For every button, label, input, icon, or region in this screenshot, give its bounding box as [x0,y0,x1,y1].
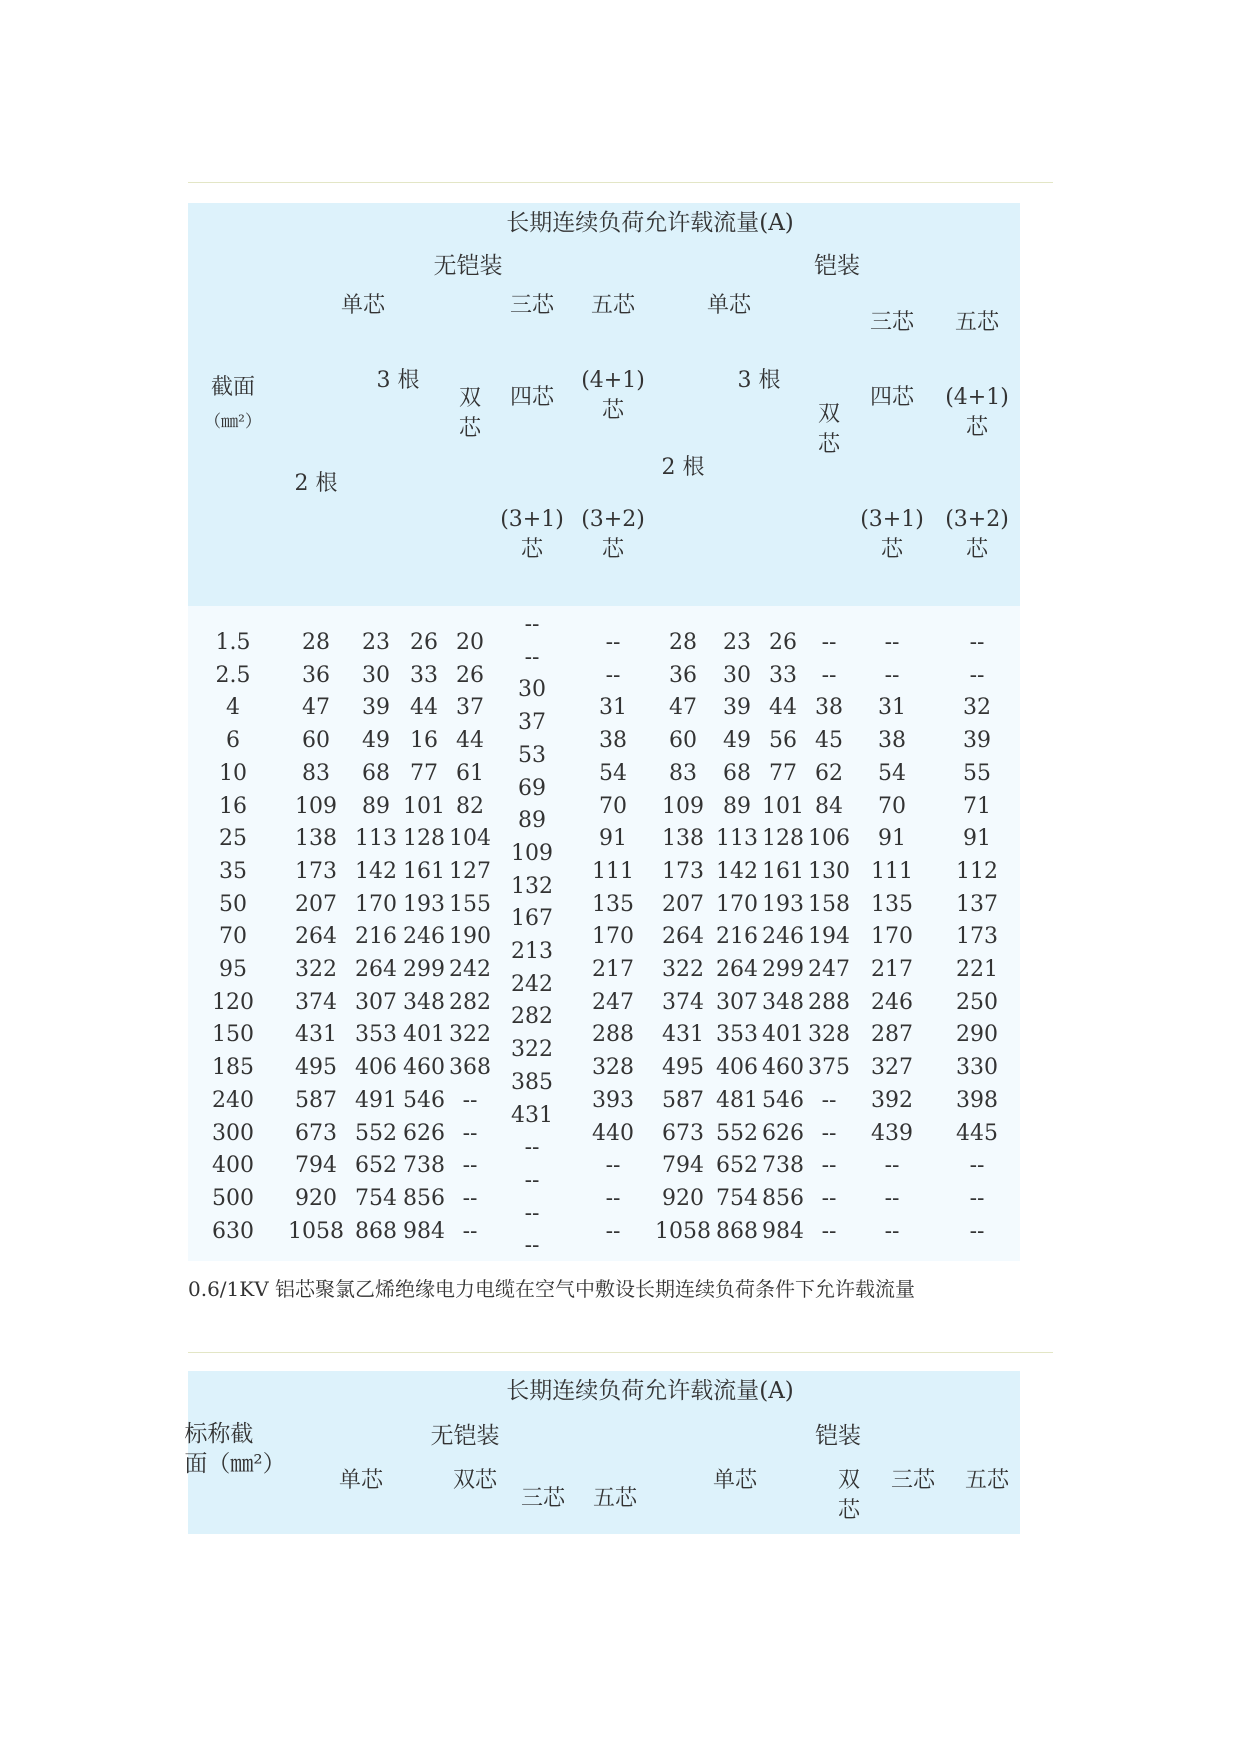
unarmored-three-cell: 142 [355,858,397,884]
unarmored-twin-a-cell: 101 [403,793,445,819]
armored-five-core-cell: 445 [956,1120,998,1146]
table2-armored-five-core: 五芯 [964,1468,1010,1493]
section-cell: 95 [219,957,247,982]
unarmored-twin-b-cell: 282 [449,989,491,1015]
unarmored-twin-a-cell: 546 [403,1087,445,1113]
unarmored-three-core-cell: 385 [511,1069,553,1095]
unarmored-five-core-cell: 38 [599,728,627,754]
armored-three-core-cell: 439 [871,1120,913,1146]
armored-five-core-cell: 71 [963,793,991,819]
unarmored-three-core-cell: 242 [511,971,553,997]
unarmored-three-cell: 89 [362,793,390,819]
armored-three-core-cell: 170 [871,924,913,950]
section-cell: 185 [212,1055,254,1081]
armored-two-cell: 1058 [655,1218,711,1244]
armored-twin-cell: 62 [815,760,843,786]
unarmored-three-core-cell: 213 [511,939,553,964]
table2-group-unarmored: 无铠装 [430,1423,500,1449]
unarmored-three-cell: 49 [362,728,390,754]
unarmored-twin-a-cell: 193 [403,891,445,917]
armored-twin-cell: -- [821,630,837,655]
armored-five-core: 五芯 [954,310,1000,335]
section-unit: （㎜²） [204,412,262,432]
unarmored-three-core-cell: -- [524,1200,540,1226]
armored-twin-cell: -- [821,662,837,688]
armored-twin-cell: 45 [815,728,843,754]
table2-unarmored-single-core: 单芯 [338,1468,384,1493]
unarmored-three-plus-one: (3+1) 芯 [500,507,564,562]
armored-five-core-cell: -- [969,630,985,655]
unarmored-five-core-cell: -- [605,1218,621,1244]
unarmored-three-core-cell: -- [524,1135,540,1161]
armored-twin-cell: -- [821,1120,837,1146]
armored-five-core-cell: -- [969,1153,985,1179]
armored-three-b-cell: 401 [762,1022,804,1048]
unarmored-two-cell: 1058 [288,1218,344,1244]
armored-three-cell: 216 [716,924,758,950]
unarmored-single-core: 单芯 [340,293,386,318]
unarmored-twin-b-cell: -- [462,1185,478,1211]
unarmored-four-core: 四芯 [509,385,555,410]
unarmored-three-core-cell: 132 [511,873,553,899]
armored-three-core-cell: 246 [871,989,913,1015]
section-cell: 240 [212,1087,254,1113]
armored-single-core: 单芯 [706,293,752,318]
armored-five-core-cell: -- [969,662,985,688]
unarmored-two-cell: 264 [295,924,337,950]
armored-three-core-cell: -- [884,1153,900,1179]
unarmored-two-cell: 60 [302,728,330,754]
group-unarmored: 无铠装 [433,253,503,279]
unarmored-three-cell: 30 [362,662,390,688]
unarmored-five-core-cell: 440 [592,1120,634,1146]
armored-three-core-cell: 111 [871,858,913,884]
unarmored-three-cell: 264 [355,957,397,982]
unarmored-three-plus-two: (3+2) 芯 [581,507,645,562]
unarmored-five-core-cell: 393 [592,1087,634,1113]
armored-three-cell: 113 [716,826,758,852]
armored-three-cell: 68 [723,760,751,786]
armored-twin-cell: 158 [808,891,850,917]
table2-title: 长期连续负荷允许载流量(A) [506,1378,794,1404]
section-cell: 150 [212,1022,254,1048]
unarmored-three-core-cell: 167 [511,906,553,932]
unarmored-five-core-cell: 54 [599,760,627,786]
armored-two-cell: 173 [662,858,704,884]
armored-three-cell: 652 [716,1153,758,1179]
unarmored-twin-a-cell: 44 [410,695,438,721]
unarmored-three-core-cell: 53 [518,742,546,768]
armored-three-b-cell: 460 [762,1055,804,1081]
unarmored-three-cell: 754 [355,1185,397,1211]
armored-two-cell: 264 [662,924,704,950]
unarmored-twin-b-cell: 368 [449,1055,491,1081]
armored-five-core-cell: 91 [963,826,991,852]
unarmored-two-cell: 431 [295,1022,337,1048]
armored-twin-cell: -- [821,1185,837,1211]
armored-three-core: 三芯 [869,310,915,335]
table2-unarmored-twin-core: 双芯 [452,1468,498,1493]
armored-three-b-cell: 348 [762,989,804,1015]
armored-three-cell: 481 [716,1087,758,1113]
armored-three-cell: 754 [716,1185,758,1211]
unarmored-two-cell: 109 [295,793,337,819]
unarmored-three-core-cell: -- [524,1233,540,1259]
armored-three-cell: 49 [723,728,751,754]
section-label: 截面 [210,375,256,400]
armored-three-b-cell: 101 [762,793,804,819]
unarmored-two-cell: 374 [295,989,337,1015]
armored-three-b-cell: 33 [769,662,797,688]
armored-twin-cell: 130 [808,858,850,884]
unarmored-twin-a-cell: 246 [403,924,445,950]
unarmored-twin-b-cell: 127 [449,858,491,884]
unarmored-two-cell: 673 [295,1120,337,1146]
unarmored-three-cell: 552 [355,1120,397,1146]
armored-five-core-cell: 32 [963,695,991,721]
armored-three-b-cell: 77 [769,760,797,786]
unarmored-three-cell: 68 [362,760,390,786]
armored-four-core: 四芯 [869,385,915,410]
unarmored-three-core-cell: 37 [518,710,546,736]
table1-title: 长期连续负荷允许载流量(A) [506,210,794,236]
armored-three-plus-one: (3+1) 芯 [860,507,924,562]
section-cell: 630 [212,1218,254,1244]
armored-twin-cell: 247 [808,957,850,982]
armored-three-core-cell: 91 [878,826,906,852]
section-cell: 25 [219,826,247,852]
unarmored-five-core-cell: -- [605,662,621,688]
unarmored-twin-b-cell: 190 [449,924,491,950]
armored-five-core-cell: 398 [956,1087,998,1113]
unarmored-three-cell: 491 [355,1087,397,1113]
armored-three-core-cell: -- [884,1185,900,1211]
armored-two-cell: 374 [662,989,704,1015]
table2-section-label: 标称截 面（㎜²） [184,1421,286,1477]
armored-three-b-cell: 738 [762,1153,804,1179]
armored-two-cell: 322 [662,957,704,982]
unarmored-twin-b-cell: -- [462,1218,478,1244]
unarmored-five-core-cell: -- [605,630,621,655]
section-cell: 300 [212,1120,254,1146]
armored-three-cell: 89 [723,793,751,819]
unarmored-three-cell: 406 [355,1055,397,1081]
unarmored-four-plus-one: (4+1) 芯 [581,368,645,423]
unarmored-two-cell: 322 [295,957,337,982]
unarmored-twin-b-cell: 37 [456,695,484,721]
unarmored-twin-a-cell: 984 [403,1218,445,1244]
unarmored-three-cell: 868 [355,1218,397,1244]
table2-armored-single-core: 单芯 [712,1468,758,1493]
unarmored-twin-b-cell: 26 [456,662,484,688]
section-cell: 2.5 [215,662,251,688]
unarmored-three-core-cell: 89 [518,808,546,834]
armored-two-cell: 109 [662,793,704,819]
table2-unarmored-three-core: 三芯 [520,1486,566,1511]
armored-five-core-cell: 221 [956,957,998,982]
armored-three-cell: 264 [716,957,758,982]
armored-three-core-cell: 54 [878,760,906,786]
armored-twin-cell: 194 [808,924,850,950]
armored-two-cell: 47 [669,695,697,721]
unarmored-twin-a-cell: 26 [410,630,438,655]
unarmored-twin-b-cell: 82 [456,793,484,819]
unarmored-three-core-cell: 322 [511,1037,553,1063]
armored-two-cell: 138 [662,826,704,852]
unarmored-three-core-cell: 69 [518,775,546,801]
unarmored-two-cell: 920 [295,1185,337,1211]
table2-armored-twin-core: 双 芯 [837,1468,861,1523]
unarmored-twin-b-cell: 44 [456,728,484,754]
unarmored-three-cell: 353 [355,1022,397,1048]
armored-three-b-cell: 246 [762,924,804,950]
armored-three-core-cell: -- [884,1218,900,1244]
armored-three-cell: 23 [723,630,751,655]
unarmored-three-cell: 307 [355,989,397,1015]
section-cell: 500 [212,1185,254,1211]
unarmored-three-cell: 216 [355,924,397,950]
unarmored-five-core-cell: 111 [592,858,634,884]
unarmored-five-core-cell: 217 [592,957,634,982]
armored-twin-cell: -- [821,1218,837,1244]
section-cell: 35 [219,858,247,884]
section-cell: 16 [219,793,247,819]
armored-three-cell: 353 [716,1022,758,1048]
armored-three-core-cell: 327 [871,1055,913,1081]
armored-twin-cell: 375 [808,1055,850,1081]
armored-five-core-cell: -- [969,1218,985,1244]
armored-three-b-cell: 193 [762,891,804,917]
armored-three-b-cell: 44 [769,695,797,721]
unarmored-twin-a-cell: 348 [403,989,445,1015]
armored-five-core-cell: 39 [963,728,991,754]
armored-two-wires: 2 根 [661,455,705,480]
unarmored-twin-a-cell: 77 [410,760,438,786]
unarmored-three-core-cell: -- [524,612,540,637]
armored-five-core-cell: 250 [956,989,998,1015]
section-cell: 10 [219,760,247,786]
unarmored-twin-b-cell: -- [462,1120,478,1146]
unarmored-five-core-cell: 135 [592,891,634,917]
armored-two-cell: 207 [662,891,704,917]
unarmored-five-core: 五芯 [590,293,636,318]
armored-five-core-cell: 173 [956,924,998,950]
armored-three-b-cell: 984 [762,1218,804,1244]
armored-three-cell: 307 [716,989,758,1015]
unarmored-twin-b-cell: 242 [449,957,491,982]
top-rule [188,182,1053,183]
armored-three-b-cell: 546 [762,1087,804,1113]
armored-two-cell: 431 [662,1022,704,1048]
armored-three-b-cell: 299 [762,957,804,982]
armored-three-core-cell: 70 [878,793,906,819]
section-cell: 50 [219,891,247,917]
unarmored-three-core-cell: 30 [518,677,546,703]
armored-five-core-cell: 330 [956,1055,998,1081]
unarmored-three-core-cell: -- [524,1167,540,1193]
armored-three-b-cell: 128 [762,826,804,852]
section-cell: 6 [226,728,240,754]
unarmored-five-core-cell: 288 [592,1022,634,1048]
unarmored-five-core-cell: 328 [592,1055,634,1081]
armored-twin-cell: 38 [815,695,843,721]
unarmored-twin-a-cell: 401 [403,1022,445,1048]
group-armored: 铠装 [814,253,860,279]
armored-twin-cell: -- [821,1153,837,1179]
unarmored-three-cell: 170 [355,891,397,917]
unarmored-two-cell: 83 [302,760,330,786]
unarmored-two-cell: 495 [295,1055,337,1081]
unarmored-two-cell: 173 [295,858,337,884]
unarmored-three-cell: 39 [362,695,390,721]
armored-four-plus-one: (4+1) 芯 [945,385,1009,440]
unarmored-twin-a-cell: 161 [403,858,445,884]
unarmored-twin-a-cell: 299 [403,957,445,982]
armored-three-plus-two: (3+2) 芯 [945,507,1009,562]
unarmored-twin-b-cell: -- [462,1087,478,1113]
armored-twin-cell: 84 [815,793,843,819]
unarmored-two-cell: 207 [295,891,337,917]
armored-three-core-cell: 217 [871,957,913,982]
section-cell: 1.5 [215,630,251,655]
unarmored-twin-b-cell: 104 [449,826,491,852]
unarmored-twin-b-cell: 155 [449,891,491,917]
unarmored-three-cell: 113 [355,826,397,852]
armored-three-cell: 406 [716,1055,758,1081]
unarmored-three-core-cell: 282 [511,1004,553,1030]
unarmored-five-core-cell: 170 [592,924,634,950]
armored-five-core-cell: 55 [963,760,991,786]
armored-three-core-cell: 135 [871,891,913,917]
armored-three-cell: 30 [723,662,751,688]
armored-three-core-cell: 38 [878,728,906,754]
armored-three-cell: 552 [716,1120,758,1146]
armored-three-core-cell: 287 [871,1022,913,1048]
unarmored-three-core: 三芯 [509,293,555,318]
unarmored-five-core-cell: 31 [599,695,627,721]
unarmored-twin-a-cell: 16 [410,728,438,754]
armored-three-core-cell: 392 [871,1087,913,1113]
unarmored-two-cell: 36 [302,662,330,688]
unarmored-twin-b-cell: -- [462,1153,478,1179]
armored-three-wires: 3 根 [737,368,781,393]
section-cell: 70 [219,924,247,950]
unarmored-twin-a-cell: 128 [403,826,445,852]
armored-five-core-cell: 137 [956,891,998,917]
armored-two-cell: 83 [669,760,697,786]
armored-two-cell: 794 [662,1153,704,1179]
unarmored-three-core-cell: -- [524,644,540,670]
unarmored-twin-a-cell: 856 [403,1185,445,1211]
armored-two-cell: 495 [662,1055,704,1081]
caption: 0.6/1KV 铝芯聚氯乙烯绝缘电力电缆在空气中敷设长期连续负荷条件下允许载流量 [188,1277,916,1301]
armored-twin-cell: 288 [808,989,850,1015]
unarmored-twin-b-cell: 20 [456,630,484,655]
armored-three-cell: 170 [716,891,758,917]
armored-three-core-cell: -- [884,630,900,655]
unarmored-twin-b-cell: 322 [449,1022,491,1048]
section-cell: 120 [212,989,254,1015]
middle-rule [188,1352,1053,1353]
unarmored-two-cell: 47 [302,695,330,721]
armored-two-cell: 36 [669,662,697,688]
section-cell: 400 [212,1153,254,1179]
unarmored-five-core-cell: 70 [599,793,627,819]
unarmored-three-core-cell: 431 [511,1102,553,1128]
unarmored-twin-b-cell: 61 [456,760,484,786]
unarmored-three-core-cell: 109 [511,840,553,866]
armored-two-cell: 920 [662,1185,704,1211]
unarmored-two-cell: 28 [302,630,330,655]
armored-twin-cell: 106 [808,826,850,852]
unarmored-twin-a-cell: 33 [410,662,438,688]
unarmored-twin-a-cell: 626 [403,1120,445,1146]
armored-three-cell: 142 [716,858,758,884]
armored-twin-core: 双 芯 [817,402,841,457]
table2-unarmored-five-core: 五芯 [592,1486,638,1511]
armored-three-core-cell: -- [884,662,900,688]
armored-five-core-cell: 112 [956,858,998,884]
armored-twin-cell: 328 [808,1022,850,1048]
armored-three-b-cell: 161 [762,858,804,884]
unarmored-five-core-cell: -- [605,1153,621,1179]
armored-three-cell: 868 [716,1218,758,1244]
table2-armored-three-core: 三芯 [890,1468,936,1493]
unarmored-five-core-cell: -- [605,1185,621,1211]
unarmored-two-cell: 587 [295,1087,337,1113]
unarmored-twin-a-cell: 738 [403,1153,445,1179]
unarmored-two-cell: 794 [295,1153,337,1179]
armored-two-cell: 587 [662,1087,704,1113]
armored-two-cell: 673 [662,1120,704,1146]
table2-group-armored: 铠装 [815,1423,861,1449]
unarmored-three-cell: 23 [362,630,390,655]
unarmored-two-wires: 2 根 [294,471,338,496]
section-cell: 4 [226,695,240,721]
armored-five-core-cell: 290 [956,1022,998,1048]
unarmored-three-cell: 652 [355,1153,397,1179]
armored-three-core-cell: 31 [878,695,906,721]
unarmored-five-core-cell: 91 [599,826,627,852]
armored-five-core-cell: -- [969,1185,985,1211]
unarmored-five-core-cell: 247 [592,989,634,1015]
unarmored-two-cell: 138 [295,826,337,852]
armored-three-b-cell: 26 [769,630,797,655]
unarmored-twin-a-cell: 460 [403,1055,445,1081]
armored-three-cell: 39 [723,695,751,721]
unarmored-twin-core: 双 芯 [458,386,482,441]
armored-twin-cell: -- [821,1087,837,1113]
armored-three-b-cell: 626 [762,1120,804,1146]
armored-two-cell: 28 [669,630,697,655]
armored-three-b-cell: 856 [762,1185,804,1211]
unarmored-three-wires: 3 根 [376,368,420,393]
armored-three-b-cell: 56 [769,728,797,754]
armored-two-cell: 60 [669,728,697,754]
